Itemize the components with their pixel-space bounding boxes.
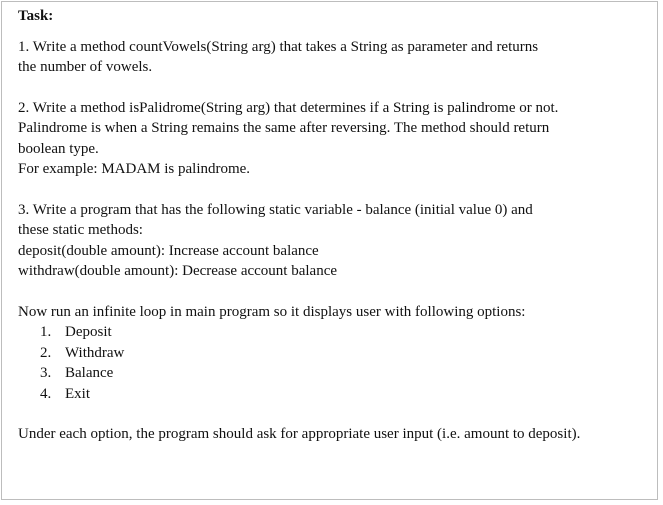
- option-number: 4.: [40, 385, 52, 402]
- task-3: [18, 200, 648, 282]
- task-3-line: these static methods:: [18, 222, 143, 238]
- option-label: Balance: [65, 365, 114, 381]
- task-3-line: withdraw(double amount): Decrease account balance: [18, 263, 338, 279]
- task-3-line: 3. Write a program that has the following static variable - balance (initial value 0) and: [18, 201, 533, 218]
- option-number: 2.: [40, 344, 52, 361]
- option-item: [40, 363, 648, 384]
- task-3-line: deposit(double amount): Increase account balance: [18, 242, 319, 259]
- task-2-line: 2. Write a method isPalidrome(String arg) that determines if a String is palindrome or not.: [18, 99, 559, 116]
- task-2-line: Palindrome is when a String remains the same after reversing. The method should return: [18, 120, 550, 136]
- option-label: Exit: [65, 385, 90, 402]
- closing-text: Under each option, the program should ask for appropriate user input (i.e. amount to deposit).: [18, 426, 581, 442]
- option-number: 1.: [40, 324, 52, 340]
- task-2-line: For example: MADAM is palindrome.: [18, 161, 251, 177]
- option-item: [40, 343, 648, 364]
- task-1: [18, 37, 648, 78]
- task-2-line: boolean type.: [18, 140, 99, 157]
- options-list: [18, 322, 648, 404]
- task-title: Task:: [18, 8, 54, 24]
- task-1-line: the number of vowels.: [18, 59, 153, 75]
- task-document: [18, 6, 648, 445]
- option-item: [40, 322, 648, 343]
- closing-note: [18, 424, 648, 445]
- task-2: [18, 98, 648, 180]
- option-label: Deposit: [65, 324, 112, 340]
- task-1-line: 1. Write a method countVowels(String arg) that takes a String as parameter and returns: [18, 38, 539, 55]
- option-item: [40, 384, 648, 405]
- option-number: 3.: [40, 365, 52, 381]
- option-label: Withdraw: [65, 344, 125, 361]
- loop-intro-text: Now run an infinite loop in main program so it displays user with following options:: [18, 303, 526, 320]
- loop-intro: [18, 302, 648, 323]
